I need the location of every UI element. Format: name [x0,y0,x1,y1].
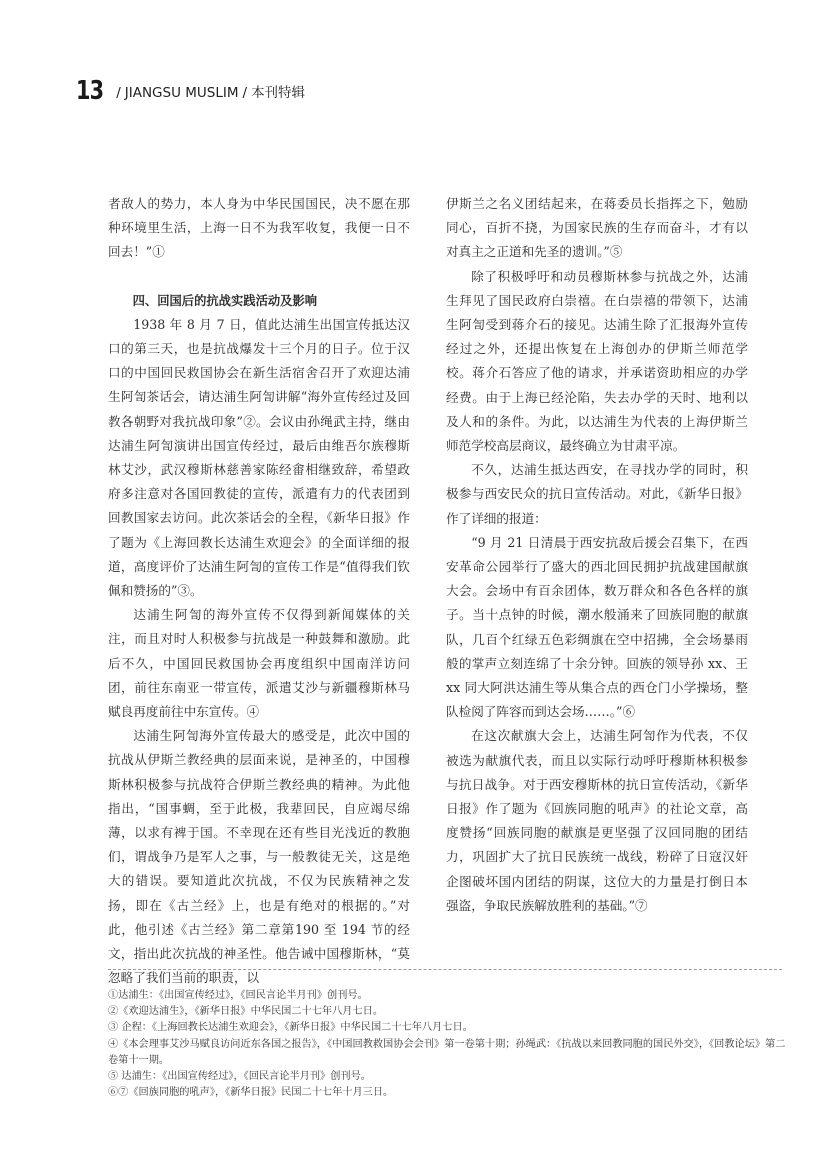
footnotes [108,988,788,1101]
footnote: ②《欢迎达浦生》，《新华日报》中华民国二十七年八月七日。 [108,1006,384,1018]
footnote: ⑥⑦《回族同胞的吼声》，《新华日报》民国二十七年十月三日。 [108,1087,394,1099]
section-name: 本刊特辑 [251,85,306,101]
body-paragraph: 除了积极呼吁和动员穆斯林参与抗战之外，达浦生拜见了国民政府白崇禧。在白崇禧的带领下，达浦生阿訇受到蒋介石的接见。达浦生除了汇报海外宣传经过之外，还提出恢复在上海创办的伊斯兰师范学校。蒋介石答应了他的请求，并承诺资助相应的办学经费。由于上海已经沦陷，失去办学的天时、地利以及人和的条件。为此，以达浦生为代表的上海伊斯兰师范学校高层商议，最终确立为甘肃平凉。 [446,268,748,454]
quote-paragraph: “9 月 21 日清晨于西安抗敌后援会召集下，在西安革命公园举行了盛大的西北回民拥护抗战建国献旗大会。会场中有百余团体，数万群众和各色各样的旗子。当十点钟的时候，潮水般涌来了回族同胞的献旗队，几百个红绿五色彩绸旗在空中招拂，全会场暴雨般的掌声立刻连绵了十余分钟。回族的领导孙 xx、王 xx 同大阿洪达浦生等从集合点的西仓门小学操场，整队检阅了阵容而到达会场……。”⑥ [446,534,748,720]
body-paragraph: 在这次献旗大会上，达浦生阿訇作为代表，不仅被选为献旗代表，而且以实际行动呼吁穆斯林积极参与抗日战争。对于西安穆斯林的抗日宣传活动，《新华日报》作了题为《回族同胞的吼声》的社论文章，高度赞扬“回族同胞的献旗是更坚强了汉回同胞的团结力，巩固扩大了抗日民族统一战线，粉碎了日寇汉奸企图破坏国内团结的阴谋，这位大的力量是打倒日本强盗，争取民族解放胜利的基础。”⑦ [446,728,748,913]
continued-paragraph: 者敌人的势力，本人身为中华民国国民，决不愿在那种环境里生活，上海一日不为我军收复，我便一日不回去！”① [108,196,410,260]
running-head [112,81,305,101]
continued-paragraph: 伊斯兰之名义团结起来，在蒋委员长指挥之下，勉励同心，百折不挠，为国家民族的生存而奋斗，才有以对真主之正道和先圣的遗训。”⑤ [446,196,748,260]
section-heading: 四、回国后的抗战实践活动及影响 [132,293,318,308]
footnote-divider [108,969,782,970]
separator: / [242,85,248,101]
footnote: ①达浦生：《出国宣传经过》，《回民言论半月刊》创刊号。 [108,990,368,1001]
footnote: ③ 企程：《上海回教长达浦生欢迎会》，《新华日报》中华民国二十七年八月七日。 [108,1022,473,1034]
right-column [446,192,748,918]
body-paragraph: 达浦生阿訇的海外宣传不仅得到新闻媒体的关注，而且对时人积极参与抗战是一种鼓舞和激励。此后不久，中国回民救国协会再度组织中国南洋访问团，前往东南亚一带宣传，派遣艾沙与新疆穆斯林马赋良再度前往中东宣传。④ [108,607,410,720]
left-column [108,192,410,991]
footnote: ④《本会理事艾沙马赋良访问近东各国之报告》，《中国回教救国协会会刊》第一卷第十期；孙绳武：《抗战以来回教同胞的国民外交》，《回教论坛》第二卷第十一期。 [108,1038,786,1066]
footnote: ⑤ 达浦生：《出国宣传经过》，《回民言论半月刊》创刊号。 [108,1071,371,1083]
page-header [76,76,305,106]
separator: / [116,85,121,101]
journal-name: JIANGSU MUSLIM [124,85,239,101]
body-paragraph: 1938 年 8 月 7 日，值此达浦生出国宣传抵达汉口的第三天，也是抗战爆发十三个月的日子。位于汉口的中国回民救国协会在新生活宿舍召开了欢迎达浦生阿訇茶话会，请达浦生阿訇讲解“海外宣传经过及回教各朝野对我抗战印象”②。会议由孙绳武主持，继由达浦生阿訇演讲出国宣传经过，最后由维吾尔族穆斯林艾沙，武汉穆斯林慈善家陈经畬相继致辞，希望政府多注意对各国回教徒的宣传，派遣有力的代表团到回教国家去访问。此次茶话会的全程，《新华日报》作了题为《上海回教长达浦生欢迎会》的全面详细的报道，高度评价了达浦生阿訇的宣传工作是“值得我们钦佩和赞扬的”③。 [108,316,410,599]
body-paragraph: 达浦生阿訇海外宣传最大的感受是，此次中国的抗战从伊斯兰教经典的层面来说，是神圣的，中国穆斯林积极参与抗战符合伊斯兰教经典的精神。为此他指出，“国事蜩，至于此极，我辈回民，自应竭尽绵薄，以求有裨于国。不幸现在还有些目光浅近的教胞们，谓战争乃是军人之事，与一般教徒无关，这是绝大的错误。要知道此次抗战，不仅为民族精神之发扬，即在《古兰经》上，也是有绝对的根据的。”对此，他引述《古兰经》第二章第190 至 194 节的经文，指出此次抗战的神圣性。他告诫中国穆斯林，“莫忽略了我们当前的职责，以 [108,728,410,986]
page-number: 13 [76,76,104,106]
body-paragraph: 不久，达浦生抵达西安，在寻找办学的同时，积极参与西安民众的抗日宣传活动。对此，《新华日报》作了详细的报道： [446,462,748,526]
